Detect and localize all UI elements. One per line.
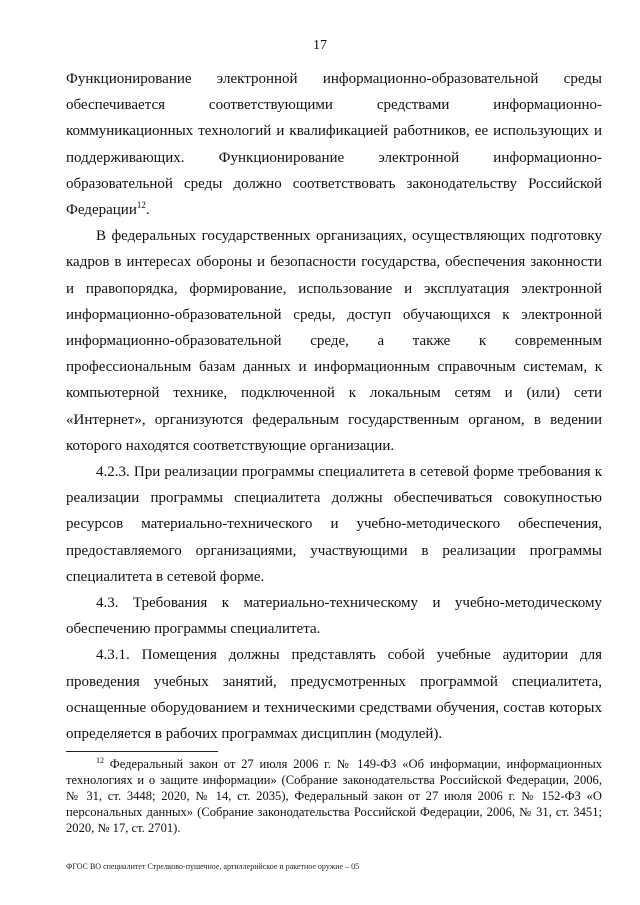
paragraph-4-3: 4.3. Требования к материально-техническому и учебно-методическому обеспечению программы специалитета.: [66, 595, 602, 638]
paragraph-federal-organizations: В федеральных государственных организациях, осуществляющих подготовку кадров в интересах обороны и безопасности государства, обеспечения законности и правопорядка, формирование, использование и эксплуатация электронной информационно-образовательной среды, доступ обучающихся к электронной информационно-образовательной среде, а также к современным профессиональным базам данных и информационным справочным системам, к компьютерной технике, подключенной к локальным сетям и (или) сети «Интернет», организуются федеральным государственным органом, в ведении которого находятся соответствующие организации.: [66, 228, 602, 454]
paragraph-4-3-1: 4.3.1. Помещения должны представлять собой учебные аудитории для проведения учебных занятий, предусмотренных программой специалитета, оснащенные оборудованием и техническими средствами обучения, состав которых определяется в рабочих программах дисциплин (модулей).: [66, 647, 602, 743]
paragraph-text-end: .: [145, 202, 150, 219]
footnote-text: Федеральный закон от 27 июля 2006 г. № 149-ФЗ «Об информации, информационных технологиях и о защите информации» (Собрание законодательства Российской Федерации, 2006, № 31, ст. 3448; 2020, № 14, ст. 2035), Федеральный закон от 27 июля 2006 г. № 152-ФЗ «О персональных данных» (Собрание законодательства Российской Федерации, 2006, № 31, ст. 3451; 2020, № 17, ст. 2701).: [66, 757, 602, 835]
paragraph-text: Функционирование электронной информационно-образовательной среды обеспечивается соответствующими средствами информационно-коммуникационных технологий и квалификацией работников, ее использующих и поддерживающих. Функционирование электронной информационно-образовательной среды должно соответствовать законодательству Российской Федерации: [66, 71, 602, 219]
footnote-reference: 12: [136, 200, 146, 211]
paragraph-eios-functioning: [66, 66, 602, 223]
paragraph-4-2-3: 4.2.3. При реализации программы специалитета в сетевой форме требования к реализации программы специалитета должны обеспечиваться совокупностью ресурсов материально-технического и учебно-методического обеспечения, предоставляемого организациями, участвующими в реализации программы специалитета в сетевой форме.: [66, 464, 602, 585]
body-text: [66, 66, 602, 747]
page-footer: ФГОС ВО специалитет Стрелково-пушечное, артиллерийское и ракетное оружие – 05: [66, 862, 360, 871]
page-number: 17: [313, 38, 327, 53]
footnote-divider: [66, 751, 218, 752]
footnote: [66, 756, 602, 836]
footnote-number: 12: [96, 756, 104, 765]
